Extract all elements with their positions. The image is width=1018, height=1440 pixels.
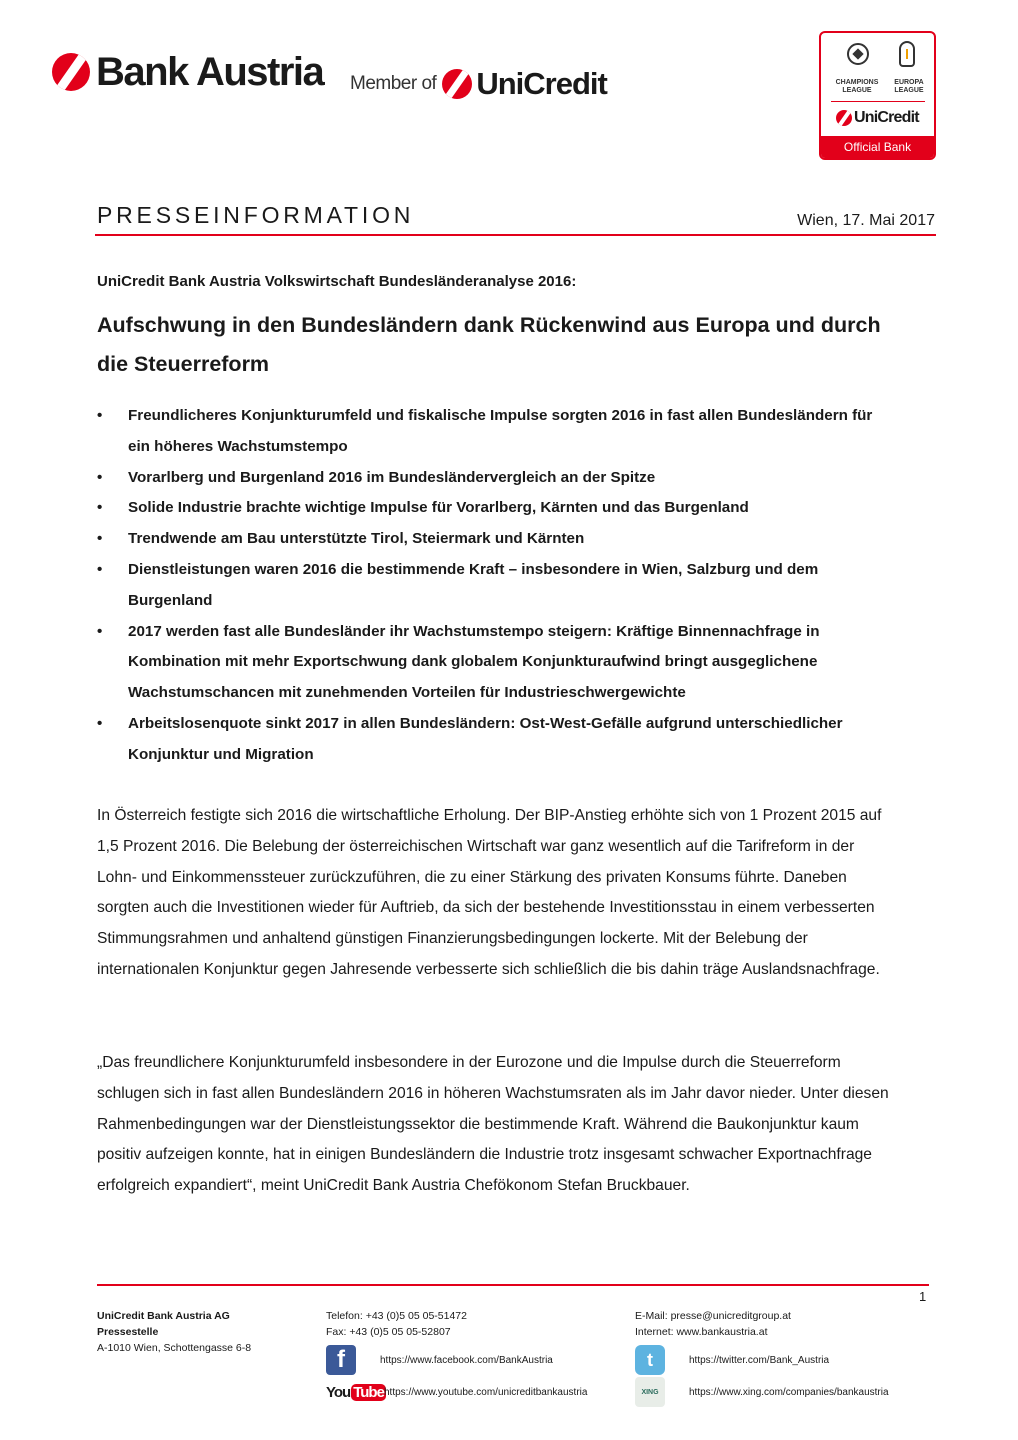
- footer-internet[interactable]: Internet: www.bankaustria.at: [635, 1326, 768, 1338]
- parent-brand-name: UniCredit: [476, 66, 607, 101]
- europa-league-label: EUROPA LEAGUE: [894, 79, 924, 94]
- member-of-unicredit: [350, 66, 607, 102]
- footer-department: Pressestelle: [97, 1326, 159, 1338]
- footer-street: A-1010 Wien, Schottengasse 6-8: [97, 1342, 252, 1354]
- list-item: • Arbeitslosenquote sinkt 2017 in allen Bundesländern: Ost-West-Gefälle aufgrund unterschiedlicher Konjunktur und Migration: [97, 709, 887, 771]
- header-divider: [95, 234, 936, 236]
- footer-fax: Fax: +43 (0)5 05 05-52807: [326, 1326, 451, 1338]
- youtube-icon: [326, 1377, 384, 1407]
- youtube-tube: Tube: [353, 1383, 384, 1401]
- list-item: • Vorarlberg und Burgenland 2016 im Bundesländervergleich an der Spitze: [97, 463, 887, 494]
- europa-league-cup-icon: [899, 41, 915, 67]
- body-paragraph-1: In Österreich festigte sich 2016 die wirtschaftliche Erholung. Der BIP-Anstieg erhöhte sich von 1 Prozent 2015 auf 1,5 Prozent 2016. Die Belebung der österreichischen Wirtschaft war ganz wesentlich auf die Tarifreform in der Lohn- und Einkommenssteuer zurückzuführen, die zu einer Stärkung des privaten Konsums führte. Daneben sorgten auch die Investitionen wieder für Auftrieb, da sich der bestehende Investitionsstau in einem verbesserten Stimmungsrahmen und anhaltend günstigen Finanzierungsbedingungen lockerte. Mit der Belebung der internationalen Konjunktur gegen Jahresende verbesserte sich schließlich die bis dahin träge Auslandsnachfrage.: [97, 807, 882, 978]
- footer-address: [97, 1308, 251, 1356]
- youtube-link[interactable]: [326, 1377, 587, 1407]
- badge-divider: [831, 101, 925, 102]
- section-title: PRESSEINFORMATION: [97, 202, 415, 228]
- page-number: 1: [919, 1289, 927, 1304]
- kicker: UniCredit Bank Austria Volkswirtschaft Bundesländeranalyse 2016:: [97, 273, 577, 290]
- unicredit-logo-icon: [442, 69, 472, 99]
- champions-league-ball-icon: [847, 43, 869, 65]
- unicredit-logo-icon: [836, 110, 852, 126]
- official-bank-badge: [819, 31, 936, 160]
- press-date: Wien, 17. Mai 2017: [797, 212, 935, 229]
- footer-contact-block: [635, 1308, 791, 1340]
- headline: Aufschwung in den Bundesländern dank Rückenwind aus Europa und durch die Steuerreform: [97, 313, 881, 376]
- list-item: • Dienstleistungen waren 2016 die bestimmende Kraft – insbesondere in Wien, Salzburg und dem Burgenland: [97, 555, 887, 617]
- body-paragraph-2: „Das freundlichere Konjunkturumfeld insbesondere in der Eurozone und die Impulse durch die Steuerreform schlugen sich in fast allen Bundesländern 2016 in höheren Wachstumsraten als im Jahr davor nieder. Unter diesen Rahmenbedingungen war der Dienstleistungssektor die bestimmende Kraft. Während die Baukonjunktur kaum positiv aufzeigen konnte, hat in einigen Bundesländern die Industrie trotz insgesamt schwacher Exportnachfrage erfolgreich expandiert“, meint UniCredit Bank Austria Chefökonom Stefan Bruckbauer.: [97, 1054, 889, 1195]
- list-item: • Trendwende am Bau unterstützte Tirol, Steiermark und Kärnten: [97, 524, 887, 555]
- facebook-url[interactable]: https://www.facebook.com/BankAustria: [380, 1354, 553, 1366]
- footer-company: UniCredit Bank Austria AG: [97, 1310, 230, 1322]
- badge-sponsor: [836, 109, 919, 127]
- twitter-link[interactable]: [635, 1345, 829, 1375]
- xing-url[interactable]: https://www.xing.com/companies/bankaustria: [689, 1386, 889, 1398]
- facebook-link[interactable]: [326, 1345, 553, 1375]
- youtube-url[interactable]: https://www.youtube.com/unicreditbankaustria: [384, 1386, 588, 1398]
- key-points-list: [97, 401, 887, 771]
- bank-austria-logo[interactable]: [52, 52, 323, 92]
- member-of-label: Member of: [350, 73, 437, 94]
- unicredit-logo-icon: [52, 53, 90, 91]
- brand-name: Bank Austria: [96, 50, 324, 94]
- footer-phone: Telefon: +43 (0)5 05 05-51472: [326, 1310, 467, 1322]
- list-item: • Solide Industrie brachte wichtige Impulse für Vorarlberg, Kärnten und das Burgenland: [97, 493, 887, 524]
- list-item: • 2017 werden fast alle Bundesländer ihr Wachstumstempo steigern: Kräftige Binnennachfrage in Kombination mit mehr Exportschwung dank globalem Konjunkturaufwind bringt ausgeglichene Wachstumschancen mit zunehmenden Vorteilen für Industrieschwergewichte: [97, 617, 887, 709]
- twitter-url[interactable]: https://twitter.com/Bank_Austria: [689, 1354, 830, 1366]
- list-item: • Freundlicheres Konjunkturumfeld und fiskalische Impulse sorgten 2016 in fast allen Bundesländern für ein höheres Wachstumstempo: [97, 401, 887, 463]
- badge-sponsor-name: UniCredit: [854, 109, 919, 126]
- xing-icon: XING: [635, 1377, 665, 1407]
- facebook-icon: f: [326, 1345, 356, 1375]
- footer-phone-block: [326, 1308, 467, 1340]
- champions-league-label: CHAMPIONS LEAGUE: [835, 79, 879, 94]
- official-bank-label: Official Bank: [821, 136, 934, 158]
- footer-email[interactable]: E-Mail: presse@unicreditgroup.at: [635, 1310, 791, 1322]
- twitter-icon: t: [635, 1345, 665, 1375]
- youtube-you: You: [326, 1383, 351, 1401]
- footer-divider: [97, 1284, 929, 1286]
- xing-link[interactable]: [635, 1377, 889, 1407]
